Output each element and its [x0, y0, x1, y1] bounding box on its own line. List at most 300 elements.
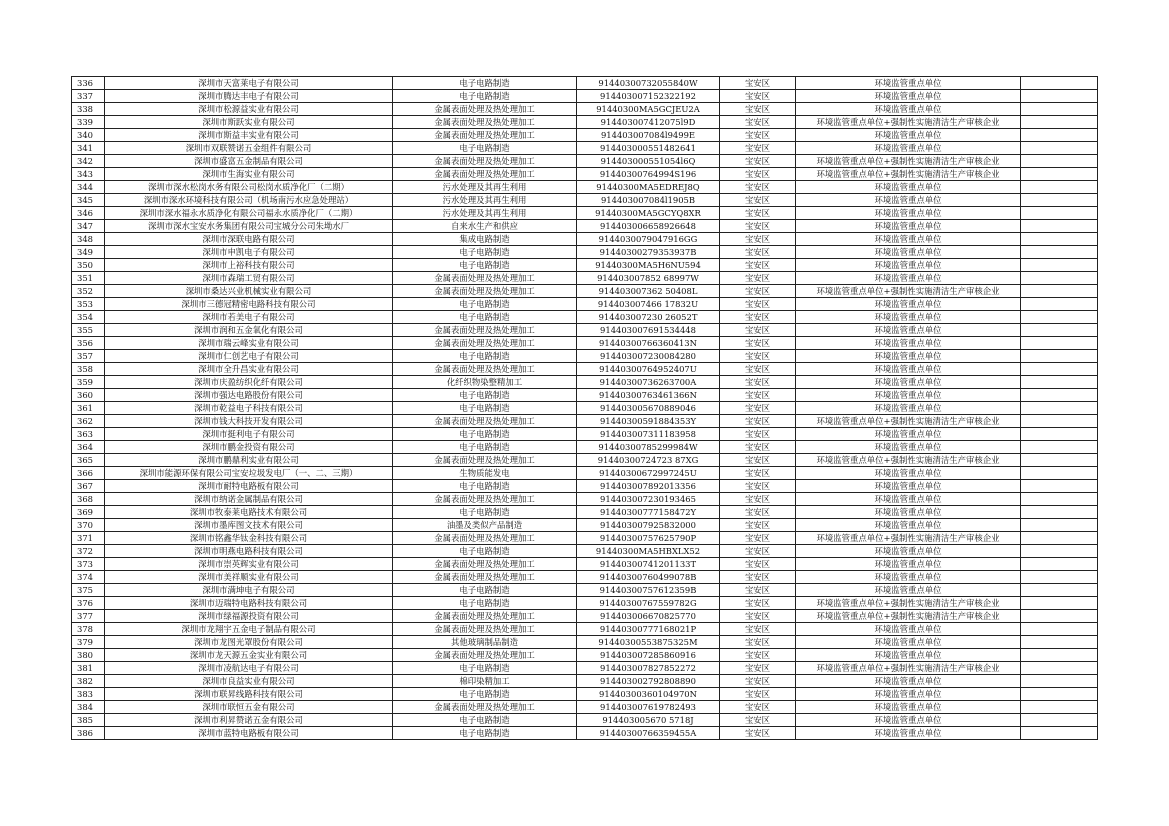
supervision-category-cell: 环境监管重点单位: [796, 259, 1021, 272]
table-row: [72, 194, 1098, 207]
supervision-category-cell: 环境监管重点单位+强制性实施清洁生产审核企业: [796, 168, 1021, 181]
table-row: [72, 259, 1098, 272]
remarks-cell: [1021, 298, 1098, 311]
district-cell: 宝安区: [720, 714, 796, 727]
credit-code-cell: 91440300MA5GCYQ8XR: [577, 207, 720, 220]
district-cell: 宝安区: [720, 350, 796, 363]
industry-cell: 电子电路制造: [393, 428, 577, 441]
industry-cell: 金属表面处理及热处理加工: [393, 285, 577, 298]
district-cell: 宝安区: [720, 675, 796, 688]
row-number-cell: 352: [72, 285, 105, 298]
credit-code-cell: 914403007285860916: [577, 649, 720, 662]
credit-code-cell: 914403007466 17832U: [577, 298, 720, 311]
supervision-category-cell: 环境监管重点单位: [796, 571, 1021, 584]
row-number-cell: 379: [72, 636, 105, 649]
row-number-cell: 355: [72, 324, 105, 337]
company-name-cell: 深圳市上裕科技有限公司: [105, 259, 393, 272]
company-name-cell: 深圳市斯益丰实业有限公司: [105, 129, 393, 142]
industry-cell: 金属表面处理及热处理加工: [393, 610, 577, 623]
company-name-cell: 深圳市全升昌实业有限公司: [105, 363, 393, 376]
supervision-category-cell: 环境监管重点单位: [796, 402, 1021, 415]
table-row: [72, 402, 1098, 415]
company-name-cell: 深圳市美祥顺实业有限公司: [105, 571, 393, 584]
row-number-cell: 338: [72, 103, 105, 116]
supervision-category-cell: 环境监管重点单位+强制性实施清洁生产审核企业: [796, 415, 1021, 428]
company-name-cell: 深圳市牧泰莱电路技术有限公司: [105, 506, 393, 519]
industry-cell: 电子电路制造: [393, 506, 577, 519]
row-number-cell: 361: [72, 402, 105, 415]
credit-code-cell: 91440300777168021P: [577, 623, 720, 636]
company-name-cell: 深圳市盛富五金制品有限公司: [105, 155, 393, 168]
remarks-cell: [1021, 103, 1098, 116]
table-row: [72, 701, 1098, 714]
row-number-cell: 353: [72, 298, 105, 311]
industry-cell: 电子电路制造: [393, 259, 577, 272]
company-name-cell: 深圳市瑞云峰实业有限公司: [105, 337, 393, 350]
industry-cell: 其他玻璃制品制造: [393, 636, 577, 649]
credit-code-cell: 91440300757625790P: [577, 532, 720, 545]
row-number-cell: 356: [72, 337, 105, 350]
remarks-cell: [1021, 77, 1098, 90]
supervision-category-cell: 环境监管重点单位: [796, 467, 1021, 480]
district-cell: 宝安区: [720, 246, 796, 259]
remarks-cell: [1021, 311, 1098, 324]
table-row: [72, 207, 1098, 220]
industry-cell: 金属表面处理及热处理加工: [393, 337, 577, 350]
district-cell: 宝安区: [720, 610, 796, 623]
district-cell: 宝安区: [720, 545, 796, 558]
remarks-cell: [1021, 259, 1098, 272]
industry-cell: 电子电路制造: [393, 480, 577, 493]
company-name-cell: 深圳市绿福源投资有限公司: [105, 610, 393, 623]
row-number-cell: 348: [72, 233, 105, 246]
credit-code-cell: 914403007412075l9D: [577, 116, 720, 129]
credit-code-cell: 91440300767559782G: [577, 597, 720, 610]
district-cell: 宝安区: [720, 454, 796, 467]
district-cell: 宝安区: [720, 727, 796, 740]
table-row: [72, 350, 1098, 363]
district-cell: 宝安区: [720, 636, 796, 649]
row-number-cell: 385: [72, 714, 105, 727]
credit-code-cell: 914403000551482641: [577, 142, 720, 155]
supervision-category-cell: 环境监管重点单位: [796, 428, 1021, 441]
industry-cell: 污水处理及其再生利用: [393, 181, 577, 194]
supervision-category-cell: 环境监管重点单位: [796, 272, 1021, 285]
company-name-cell: 深圳市联昇线路科技有限公司: [105, 688, 393, 701]
company-name-cell: 深圳市满坤电子有限公司: [105, 584, 393, 597]
row-number-cell: 358: [72, 363, 105, 376]
remarks-cell: [1021, 207, 1098, 220]
credit-code-cell: 914403007084l1905B: [577, 194, 720, 207]
table-row: [72, 428, 1098, 441]
row-number-cell: 360: [72, 389, 105, 402]
credit-code-cell: 91440300764994S196: [577, 168, 720, 181]
table-row: [72, 675, 1098, 688]
district-cell: 宝安区: [720, 571, 796, 584]
industry-cell: 金属表面处理及热处理加工: [393, 116, 577, 129]
industry-cell: 电子电路制造: [393, 311, 577, 324]
credit-code-cell: 914403000551054l6Q: [577, 155, 720, 168]
table-row: [72, 714, 1098, 727]
credit-code-cell: 91440300591884353Y: [577, 415, 720, 428]
industry-cell: 生物质能发电: [393, 467, 577, 480]
remarks-cell: [1021, 571, 1098, 584]
table-row: [72, 623, 1098, 636]
district-cell: 宝安区: [720, 493, 796, 506]
district-cell: 宝安区: [720, 623, 796, 636]
district-cell: 宝安区: [720, 415, 796, 428]
district-cell: 宝安区: [720, 402, 796, 415]
industry-cell: 电子电路制造: [393, 389, 577, 402]
remarks-cell: [1021, 532, 1098, 545]
company-name-cell: 深圳市深水松岗水务有限公司松岗水质净化厂（二期）: [105, 181, 393, 194]
supervision-category-cell: 环境监管重点单位+强制性实施清洁生产审核企业: [796, 610, 1021, 623]
table-row: [72, 441, 1098, 454]
district-cell: 宝安区: [720, 311, 796, 324]
credit-code-cell: 914403006658926648: [577, 220, 720, 233]
district-cell: 宝安区: [720, 155, 796, 168]
district-cell: 宝安区: [720, 77, 796, 90]
row-number-cell: 344: [72, 181, 105, 194]
table-row: [72, 480, 1098, 493]
credit-code-cell: 914403007362 50408L: [577, 285, 720, 298]
company-name-cell: 深圳市凌航达电子有限公司: [105, 662, 393, 675]
supervision-category-cell: 环境监管重点单位: [796, 324, 1021, 337]
table-row: [72, 298, 1098, 311]
row-number-cell: 374: [72, 571, 105, 584]
credit-code-cell: 91440300724723 87XG: [577, 454, 720, 467]
district-cell: 宝安区: [720, 168, 796, 181]
row-number-cell: 343: [72, 168, 105, 181]
table-row: [72, 636, 1098, 649]
table-row: [72, 558, 1098, 571]
row-number-cell: 370: [72, 519, 105, 532]
district-cell: 宝安区: [720, 597, 796, 610]
row-number-cell: 376: [72, 597, 105, 610]
district-cell: 宝安区: [720, 688, 796, 701]
supervision-category-cell: 环境监管重点单位: [796, 194, 1021, 207]
credit-code-cell: 91440300785299984W: [577, 441, 720, 454]
remarks-cell: [1021, 558, 1098, 571]
credit-code-cell: 914403007230 26052T: [577, 311, 720, 324]
row-number-cell: 342: [72, 155, 105, 168]
industry-cell: 金属表面处理及热处理加工: [393, 701, 577, 714]
company-name-cell: 深圳市龙翔宇五金电子制品有限公司: [105, 623, 393, 636]
remarks-cell: [1021, 220, 1098, 233]
industry-cell: 电子电路制造: [393, 246, 577, 259]
remarks-cell: [1021, 519, 1098, 532]
industry-cell: 电子电路制造: [393, 402, 577, 415]
company-name-cell: 深圳市利昇赞诺五金有限公司: [105, 714, 393, 727]
table-row: [72, 467, 1098, 480]
district-cell: 宝安区: [720, 90, 796, 103]
company-name-cell: 深圳市龙天源五金实业有限公司: [105, 649, 393, 662]
supervision-category-cell: 环境监管重点单位: [796, 233, 1021, 246]
remarks-cell: [1021, 545, 1098, 558]
industry-cell: 金属表面处理及热处理加工: [393, 324, 577, 337]
supervision-category-cell: 环境监管重点单位: [796, 636, 1021, 649]
remarks-cell: [1021, 636, 1098, 649]
company-name-cell: 深圳市桑达兴业机械实业有限公司: [105, 285, 393, 298]
company-name-cell: 深圳市深水福永水质净化有限公司福永水质净化厂（二期）: [105, 207, 393, 220]
credit-code-cell: 914403007152322192: [577, 90, 720, 103]
district-cell: 宝安区: [720, 220, 796, 233]
credit-code-cell: 91440300MA5GCJEU2A: [577, 103, 720, 116]
industry-cell: 金属表面处理及热处理加工: [393, 363, 577, 376]
industry-cell: 金属表面处理及热处理加工: [393, 103, 577, 116]
company-name-cell: 深圳市明燕电路科技有限公司: [105, 545, 393, 558]
table-row: [72, 233, 1098, 246]
remarks-cell: [1021, 428, 1098, 441]
company-name-cell: 深圳市三德冠精密电路科技有限公司: [105, 298, 393, 311]
remarks-cell: [1021, 402, 1098, 415]
row-number-cell: 386: [72, 727, 105, 740]
company-name-cell: 深圳市生海实业有限公司: [105, 168, 393, 181]
table-row: [72, 155, 1098, 168]
supervision-category-cell: 环境监管重点单位: [796, 311, 1021, 324]
industry-cell: 电子电路制造: [393, 545, 577, 558]
industry-cell: 电子电路制造: [393, 90, 577, 103]
district-cell: 宝安区: [720, 389, 796, 402]
row-number-cell: 362: [72, 415, 105, 428]
table-row: [72, 532, 1098, 545]
table-row: [72, 610, 1098, 623]
row-number-cell: 363: [72, 428, 105, 441]
credit-code-cell: 914403007311183958: [577, 428, 720, 441]
row-number-cell: 340: [72, 129, 105, 142]
row-number-cell: 377: [72, 610, 105, 623]
table-row: [72, 506, 1098, 519]
district-cell: 宝安区: [720, 649, 796, 662]
district-cell: 宝安区: [720, 467, 796, 480]
table-row: [72, 90, 1098, 103]
supervision-category-cell: 环境监管重点单位: [796, 701, 1021, 714]
remarks-cell: [1021, 454, 1098, 467]
row-number-cell: 364: [72, 441, 105, 454]
credit-code-cell: 91440300741201133T: [577, 558, 720, 571]
row-number-cell: 366: [72, 467, 105, 480]
credit-code-cell: 9144030079047916GG: [577, 233, 720, 246]
row-number-cell: 346: [72, 207, 105, 220]
company-name-cell: 深圳市耐特电路板有限公司: [105, 480, 393, 493]
row-number-cell: 367: [72, 480, 105, 493]
table-row: [72, 597, 1098, 610]
row-number-cell: 337: [72, 90, 105, 103]
industry-cell: 金属表面处理及热处理加工: [393, 415, 577, 428]
company-name-cell: 深圳市深水宝安水务集团有限公司宝城分公司朱坳水厂: [105, 220, 393, 233]
credit-code-cell: 91440300766360413N: [577, 337, 720, 350]
company-name-cell: 深圳市纳诺金属制品有限公司: [105, 493, 393, 506]
supervision-category-cell: 环境监管重点单位: [796, 220, 1021, 233]
row-number-cell: 350: [72, 259, 105, 272]
remarks-cell: [1021, 441, 1098, 454]
supervision-category-cell: 环境监管重点单位: [796, 103, 1021, 116]
table-row: [72, 103, 1098, 116]
district-cell: 宝安区: [720, 181, 796, 194]
industry-cell: 金属表面处理及热处理加工: [393, 623, 577, 636]
table-row: [72, 116, 1098, 129]
industry-cell: 自来水生产和供应: [393, 220, 577, 233]
company-name-cell: 深圳市能源环保有限公司宝安垃圾发电厂（一、二、三期）: [105, 467, 393, 480]
credit-code-cell: 914403007827852272: [577, 662, 720, 675]
remarks-cell: [1021, 324, 1098, 337]
table-row: [72, 324, 1098, 337]
credit-code-cell: 914403007892013356: [577, 480, 720, 493]
industry-cell: 金属表面处理及热处理加工: [393, 532, 577, 545]
table-row: [72, 454, 1098, 467]
remarks-cell: [1021, 493, 1098, 506]
enterprise-table: [71, 76, 1098, 740]
credit-code-cell: 91440300MA5EDREJ8Q: [577, 181, 720, 194]
company-name-cell: 深圳市崇英辉实业有限公司: [105, 558, 393, 571]
supervision-category-cell: 环境监管重点单位: [796, 181, 1021, 194]
district-cell: 宝安区: [720, 298, 796, 311]
supervision-category-cell: 环境监管重点单位: [796, 688, 1021, 701]
row-number-cell: 383: [72, 688, 105, 701]
remarks-cell: [1021, 714, 1098, 727]
table-row: [72, 662, 1098, 675]
remarks-cell: [1021, 246, 1098, 259]
supervision-category-cell: 环境监管重点单位: [796, 350, 1021, 363]
remarks-cell: [1021, 506, 1098, 519]
table-row: [72, 337, 1098, 350]
table-row: [72, 77, 1098, 90]
table-row: [72, 545, 1098, 558]
row-number-cell: 365: [72, 454, 105, 467]
row-number-cell: 341: [72, 142, 105, 155]
district-cell: 宝安区: [720, 506, 796, 519]
industry-cell: 金属表面处理及热处理加工: [393, 558, 577, 571]
industry-cell: 电子电路制造: [393, 688, 577, 701]
supervision-category-cell: 环境监管重点单位: [796, 77, 1021, 90]
remarks-cell: [1021, 272, 1098, 285]
remarks-cell: [1021, 350, 1098, 363]
company-name-cell: 深圳市挺利电子有限公司: [105, 428, 393, 441]
industry-cell: 集成电路制造: [393, 233, 577, 246]
remarks-cell: [1021, 467, 1098, 480]
industry-cell: 电子电路制造: [393, 597, 577, 610]
industry-cell: 金属表面处理及热处理加工: [393, 129, 577, 142]
table-row: [72, 571, 1098, 584]
table-row: [72, 168, 1098, 181]
table-row: [72, 181, 1098, 194]
district-cell: 宝安区: [720, 363, 796, 376]
row-number-cell: 349: [72, 246, 105, 259]
company-name-cell: 深圳市良益实业有限公司: [105, 675, 393, 688]
supervision-category-cell: 环境监管重点单位+强制性实施清洁生产审核企业: [796, 454, 1021, 467]
company-name-cell: 深圳市深水环境科技有限公司（机场南污水应急处理站）: [105, 194, 393, 207]
district-cell: 宝安区: [720, 662, 796, 675]
table-row: [72, 376, 1098, 389]
credit-code-cell: 914403007925832000: [577, 519, 720, 532]
industry-cell: 污水处理及其再生利用: [393, 194, 577, 207]
row-number-cell: 345: [72, 194, 105, 207]
supervision-category-cell: 环境监管重点单位: [796, 376, 1021, 389]
district-cell: 宝安区: [720, 233, 796, 246]
row-number-cell: 339: [72, 116, 105, 129]
supervision-category-cell: 环境监管重点单位: [796, 675, 1021, 688]
supervision-category-cell: 环境监管重点单位+强制性实施清洁生产审核企业: [796, 285, 1021, 298]
table-row: [72, 688, 1098, 701]
table-row: [72, 142, 1098, 155]
credit-code-cell: 914403007619782493: [577, 701, 720, 714]
row-number-cell: 372: [72, 545, 105, 558]
table-row: [72, 285, 1098, 298]
table-row: [72, 129, 1098, 142]
credit-code-cell: 914403007230193465: [577, 493, 720, 506]
supervision-category-cell: 环境监管重点单位: [796, 363, 1021, 376]
table-row: [72, 389, 1098, 402]
supervision-category-cell: 环境监管重点单位: [796, 246, 1021, 259]
district-cell: 宝安区: [720, 428, 796, 441]
industry-cell: 污水处理及其再生利用: [393, 207, 577, 220]
remarks-cell: [1021, 129, 1098, 142]
credit-code-cell: 91440300MA5HBXLX52: [577, 545, 720, 558]
supervision-category-cell: 环境监管重点单位: [796, 649, 1021, 662]
row-number-cell: 369: [72, 506, 105, 519]
remarks-cell: [1021, 363, 1098, 376]
company-name-cell: 深圳市森瑞工贸有限公司: [105, 272, 393, 285]
company-name-cell: 深圳市双联赞诺五金组件有限公司: [105, 142, 393, 155]
company-name-cell: 深圳市天富莱电子有限公司: [105, 77, 393, 90]
remarks-cell: [1021, 415, 1098, 428]
table-row: [72, 493, 1098, 506]
row-number-cell: 378: [72, 623, 105, 636]
table-row: [72, 246, 1098, 259]
remarks-cell: [1021, 142, 1098, 155]
company-name-cell: 深圳市强达电路股份有限公司: [105, 389, 393, 402]
remarks-cell: [1021, 480, 1098, 493]
company-name-cell: 深圳市腾达丰电子有限公司: [105, 90, 393, 103]
supervision-category-cell: 环境监管重点单位: [796, 714, 1021, 727]
table-row: [72, 415, 1098, 428]
district-cell: 宝安区: [720, 558, 796, 571]
district-cell: 宝安区: [720, 129, 796, 142]
remarks-cell: [1021, 610, 1098, 623]
supervision-category-cell: 环境监管重点单位: [796, 337, 1021, 350]
district-cell: 宝安区: [720, 584, 796, 597]
table-row: [72, 727, 1098, 740]
remarks-cell: [1021, 688, 1098, 701]
table-row: [72, 363, 1098, 376]
industry-cell: 电子电路制造: [393, 298, 577, 311]
district-cell: 宝安区: [720, 103, 796, 116]
credit-code-cell: 91440300757612359B: [577, 584, 720, 597]
supervision-category-cell: 环境监管重点单位: [796, 584, 1021, 597]
row-number-cell: 382: [72, 675, 105, 688]
company-name-cell: 深圳市迈瑞特电路科技有限公司: [105, 597, 393, 610]
remarks-cell: [1021, 168, 1098, 181]
credit-code-cell: 91440300766359455A: [577, 727, 720, 740]
remarks-cell: [1021, 181, 1098, 194]
credit-code-cell: 91440300777158472Y: [577, 506, 720, 519]
district-cell: 宝安区: [720, 441, 796, 454]
supervision-category-cell: 环境监管重点单位: [796, 727, 1021, 740]
credit-code-cell: 91440300360104970N: [577, 688, 720, 701]
credit-code-cell: 91440300553875325M: [577, 636, 720, 649]
industry-cell: 电子电路制造: [393, 584, 577, 597]
industry-cell: 金属表面处理及热处理加工: [393, 649, 577, 662]
district-cell: 宝安区: [720, 194, 796, 207]
credit-code-cell: 914403007852 68997W: [577, 272, 720, 285]
remarks-cell: [1021, 116, 1098, 129]
industry-cell: 油墨及类似产品制造: [393, 519, 577, 532]
credit-code-cell: 91440300732055840W: [577, 77, 720, 90]
row-number-cell: 384: [72, 701, 105, 714]
credit-code-cell: 91440300672997245U: [577, 467, 720, 480]
supervision-category-cell: 环境监管重点单位: [796, 558, 1021, 571]
industry-cell: 化纤织物染整精加工: [393, 376, 577, 389]
